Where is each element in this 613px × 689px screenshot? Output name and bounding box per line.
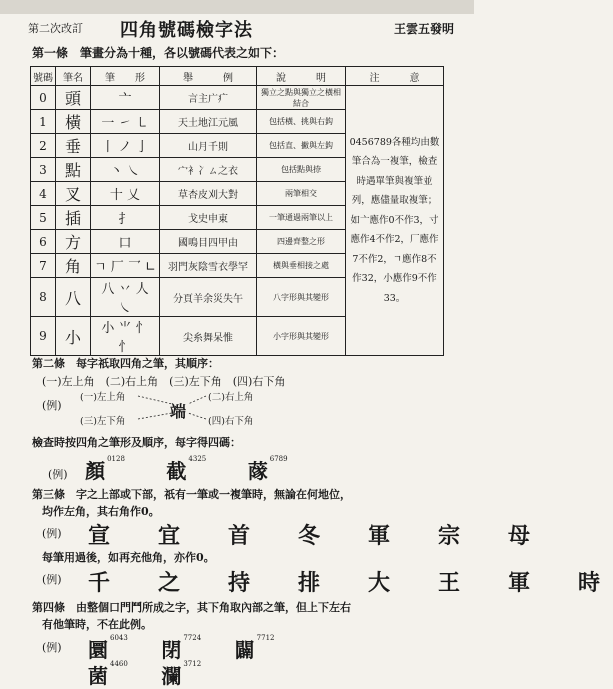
stroke-desc: 小字形與其變形 (257, 317, 346, 356)
code-number: 5 (31, 206, 56, 230)
arrow-top-left (138, 396, 172, 404)
stroke-example: 草杏皮刈大對 (160, 182, 257, 206)
section3-example-chars-2: 千 之 持 排 大 王 軍 時 (88, 570, 613, 596)
section4-examples-row2 (88, 660, 201, 689)
stroke-example: 尖糸舞呆惟 (160, 317, 257, 356)
example-char: 䔹 (247, 459, 268, 483)
stroke-example: 天土地江元風 (160, 110, 257, 134)
section4-example-label: (例) (42, 641, 62, 654)
code-number: 7 (31, 254, 56, 278)
stroke-shape: ㄱ 厂 乛 ∟ (91, 254, 160, 278)
example-code: 7724 (183, 634, 202, 642)
example-char: 菌 (88, 664, 108, 688)
example-code: 6789 (269, 455, 288, 463)
section3-example-chars: 宣 宜 首 冬 軍 宗 母 (88, 523, 544, 549)
stroke-example: 宀衤冫ㄙ之衣 (160, 158, 257, 182)
stroke-desc: 八字形與其變形 (257, 278, 346, 317)
example-code: 4325 (188, 455, 207, 463)
stroke-shape: 扌 (91, 206, 160, 230)
stroke-name: 八 (56, 278, 91, 317)
stroke-name: 橫 (56, 110, 91, 134)
stroke-name: 頭 (56, 86, 91, 110)
corner-diagram (80, 389, 280, 429)
stroke-desc: 獨立之點與獨立之橫相結合 (257, 86, 346, 110)
section3-example-label-2: (例) (42, 573, 62, 586)
stroke-shape: 十 乂 (91, 182, 160, 206)
example-char: 圜 (88, 638, 108, 662)
diagram-label-bottom-left: (三)左下角 (80, 416, 126, 427)
stroke-example: 分頁羊余災失午 (160, 278, 257, 317)
header-note: 注 意 (346, 67, 444, 86)
example-char: 截 (166, 459, 187, 483)
stroke-desc: 橫與垂相接之處 (257, 254, 346, 278)
example-char: 瀾 (161, 664, 182, 688)
code-number: 9 (31, 317, 56, 356)
section2-examples (48, 455, 288, 484)
stroke-example: 言主广疒 (160, 86, 257, 110)
stroke-shape: 小 ⺌ 忄 忄 (91, 317, 160, 356)
code-number: 8 (31, 278, 56, 317)
section3-heading: 第三條 字之上部或下部，祇有一筆或一複筆時，無論在何地位， (32, 488, 351, 501)
check-line: 檢查時按四角之筆形及順序，每字得四碼： (32, 436, 241, 449)
stroke-name: 叉 (56, 182, 91, 206)
section1-text: 第一條 筆畫分為十種，各以號碼代表之如下： (32, 46, 285, 60)
code-number: 1 (31, 110, 56, 134)
arrow-bottom-right (188, 413, 206, 419)
stroke-example: 國鳴目四甲由 (160, 230, 257, 254)
example-code: 6043 (110, 634, 128, 642)
header-name: 筆名 (56, 67, 91, 86)
header-desc: 說 明 (257, 67, 346, 86)
section2-example-label: (例) (42, 399, 62, 412)
stroke-name: 角 (56, 254, 91, 278)
section3-example-label: (例) (42, 527, 62, 540)
code-number: 4 (31, 182, 56, 206)
stroke-desc: 兩筆相交 (257, 182, 346, 206)
diagram-arrows (80, 389, 280, 429)
author: 王雲五發明 (393, 22, 454, 36)
stroke-example: 羽門灰陰雪衣學罕 (160, 254, 257, 278)
stroke-shape: 丨 ノ 亅 (91, 134, 160, 158)
stroke-name: 點 (56, 158, 91, 182)
diagram-label-bottom-right: (四)右下角 (208, 416, 254, 427)
section2-heading: 第二條 每字祇取四角之筆，其順序： (32, 357, 219, 370)
section3-used-line: 每筆用過後，如再充他角，亦作0。 (42, 551, 215, 564)
stroke-shape: 口 (91, 230, 160, 254)
table-header-row (31, 67, 444, 86)
code-table (30, 66, 444, 356)
code-number: 0 (31, 86, 56, 110)
stroke-example: 戈史申東 (160, 206, 257, 230)
section2-order: (一)左上角 (二)右上角 (三)左下角 (四)右下角 (42, 375, 286, 388)
arrow-top-right (188, 396, 206, 404)
stroke-example: 山月千則 (160, 134, 257, 158)
note-cell: 0456789各種均由數筆合為一複筆，檢查時遇單筆與複筆並列，應儘量取複筆；如亠應作0不作3，寸應作4不作2，厂應作7不作2，ㄱ應作8不作32，小應作9不作33。 (346, 86, 444, 356)
stroke-desc: 包括橫、挑與右鈎 (257, 110, 346, 134)
header-stroke: 筆 形 (91, 67, 160, 86)
stroke-shape: 亠 (91, 86, 160, 110)
header-code: 號碼 (31, 67, 56, 86)
stroke-name: 垂 (56, 134, 91, 158)
stroke-shape: 八 丷 人 ㇏ (91, 278, 160, 317)
section3-line2: 均作左角，其右角作0。 (42, 505, 160, 518)
stroke-name: 插 (56, 206, 91, 230)
stroke-shape: 一 ㇀ ㇄ (91, 110, 160, 134)
example-char: 顏 (85, 459, 106, 483)
page-title: 四角號碼檢字法 (120, 20, 253, 41)
example-code: 4460 (110, 660, 128, 668)
stroke-desc: 四邊齊整之形 (257, 230, 346, 254)
diagram-label-top-left: (一)左上角 (80, 392, 126, 403)
code-number: 3 (31, 158, 56, 182)
stroke-name: 方 (56, 230, 91, 254)
diagram-label-top-right: (二)右上角 (208, 392, 254, 403)
example-code: 0128 (107, 455, 125, 463)
header-example: 舉 例 (160, 67, 257, 86)
section4-heading: 第四條 由整個口門鬥所成之字，其下角取內部之筆，但上下左右 (32, 601, 351, 614)
section4-examples-row1 (88, 634, 274, 663)
top-bar (0, 0, 474, 14)
title-row (28, 16, 454, 41)
stroke-name: 小 (56, 317, 91, 356)
example-char: 闢 (234, 638, 255, 662)
code-number: 6 (31, 230, 56, 254)
diagram-center-char: 端 (170, 402, 187, 421)
arrow-bottom-left (138, 413, 172, 419)
stroke-desc: 包括點與捺 (257, 158, 346, 182)
stroke-desc: 一筆通過兩筆以上 (257, 206, 346, 230)
example-char: 閉 (161, 638, 182, 662)
code-number: 2 (31, 134, 56, 158)
title-prefix: 第二次改訂 (28, 22, 83, 35)
example-code: 3712 (183, 660, 202, 668)
example-code: 7712 (256, 634, 275, 642)
table-row (31, 86, 444, 110)
example-label: (例) (48, 468, 68, 481)
section4-line2: 有他筆時，不在此例。 (42, 618, 152, 631)
stroke-shape: 丶 ㇏ (91, 158, 160, 182)
stroke-desc: 包括直、撇與左鈎 (257, 134, 346, 158)
